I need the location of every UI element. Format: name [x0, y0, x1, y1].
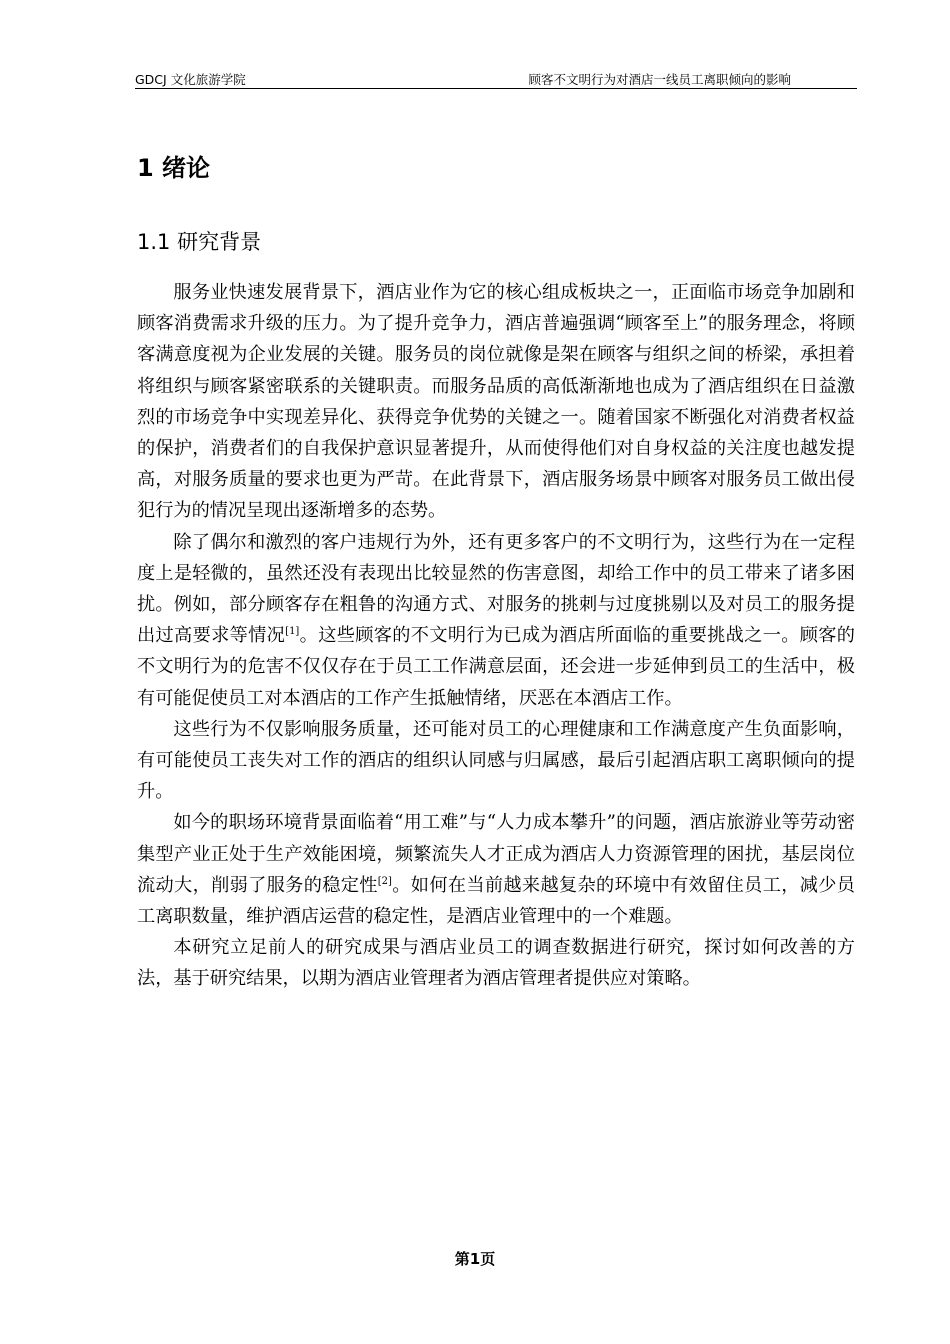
chapter-title: 1 绪论 [137, 154, 211, 182]
paragraph-2-text-b: 。这些顾客的不文明行为已成为酒店所面临的重要挑战之一。顾客的不文明行为的危害不仅仅存在于员工工作满意层面，还会进一步延伸到员工的生活中，极有可能促使员工对本酒店的工作产生抵触情绪，厌恶在本酒店工作。 [137, 625, 855, 709]
citation-ref-1: [1] [285, 626, 300, 638]
paragraph-3 [137, 714, 855, 808]
paragraph-2-text-a: 除了偶尔和激烈的客户违规行为外，还有更多客户的不文明行为，这些行为在一定程度上是轻微的，虽然还没有表现出比较显然的伤害意图，却给工作中的员工带来了诸多困扰。例如，部分顾客存在粗鲁的沟通方式、对服务的挑刺与过度挑剔以及对员工的服务提出过高要求等情况 [137, 531, 855, 647]
header-thesis-title: 顾客不文明行为对酒店一线员工离职倾向的影响 [528, 72, 791, 87]
header-institution: GDCJ 文化旅游学院 [135, 72, 246, 87]
running-header [135, 70, 857, 89]
paragraph-5 [137, 932, 855, 994]
paragraph-2 [137, 527, 855, 714]
body-text [137, 277, 855, 995]
section-title: 1.1 研究背景 [137, 230, 262, 254]
paragraph-1 [137, 277, 855, 527]
citation-ref-2: [2] [377, 875, 392, 887]
paragraph-4-text-b: 。如何在当前越来越复杂的环境中有效留住员工，减少员工离职数量，维护酒店运营的稳定性，是酒店业管理中的一个难题。 [137, 874, 855, 928]
page-number: 第1页 [454, 1250, 496, 1268]
paragraph-1-text: 服务业快速发展背景下，酒店业作为它的核心组成板块之一，正面临市场竞争加剧和顾客消费需求升级的压力。为了提升竞争力，酒店普遍强调“顾客至上”的服务理念，将顾客满意度视为企业发展的关键。服务员的岗位就像是架在顾客与组织之间的桥梁，承担着将组织与顾客紧密联系的关键职责。而服务品质的高低渐渐地也成为了酒店组织在日益激烈的市场竞争中实现差异化、获得竞争优势的关键之一。随着国家不断强化对消费者权益的保护，消费者们的自我保护意识显著提升，从而使得他们对自身权益的关注度也越发提高，对服务质量的要求也更为严苛。在此背景下，酒店服务场景中顾客对服务员工做出侵犯行为的情况呈现出逐渐增多的态势。 [137, 282, 855, 522]
paragraph-4 [137, 807, 855, 932]
paragraph-4-text-a: 如今的职场环境背景面临着“用工难”与“人力成本攀升”的问题，酒店旅游业等劳动密集型产业正处于生产效能困境，频繁流失人才正成为酒店人力资源管理的困扰，基层岗位流动大，削弱了服务的稳定性 [137, 812, 855, 896]
paragraph-3-text: 这些行为不仅影响服务质量，还可能对员工的心理健康和工作满意度产生负面影响，有可能使员工丧失对工作的酒店的组织认同感与归属感，最后引起酒店职工离职倾向的提升。 [137, 718, 855, 803]
paragraph-5-text: 本研究立足前人的研究成果与酒店业员工的调查数据进行研究，探讨如何改善的方法，基于研究结果，以期为酒店业管理者为酒店管理者提供应对策略。 [137, 937, 855, 990]
